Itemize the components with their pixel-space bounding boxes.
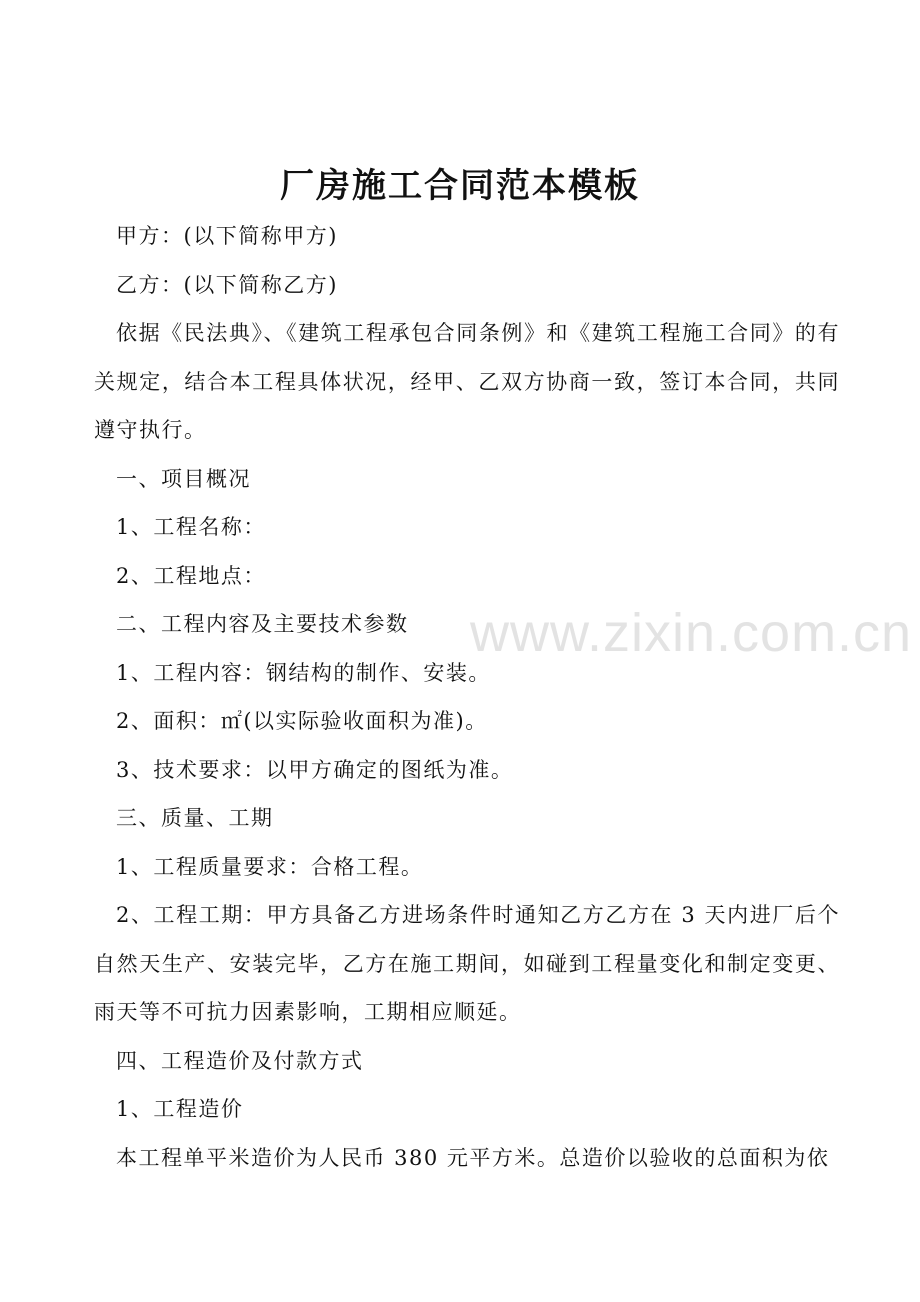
party-b-line: 乙方：(以下简称乙方): [116, 272, 338, 297]
project-name-line: 1、工程名称：: [116, 515, 266, 539]
work-content-line: 1、工程内容：钢结构的制作、安装。: [116, 660, 491, 685]
party-a-line: 甲方：(以下简称甲方): [116, 224, 338, 248]
section-heading-cost-payment: 四、工程造价及付款方式: [116, 1048, 364, 1073]
preamble-paragraph: 依据《民法典》、《建筑工程承包合同条例》和《建筑工程施工合同》的有关规定，结合本工程具体状况，经甲、乙双方协商一致，签订本合同，共同遵守执行。: [94, 321, 840, 442]
cost-subheading: 1、工程造价: [116, 1097, 244, 1121]
technical-requirements-line: 3、技术要求：以甲方确定的图纸为准。: [116, 757, 514, 782]
section-heading-project-overview: 一、项目概况: [116, 466, 251, 491]
area-line: 2、面积：㎡(以实际验收面积为准)。: [116, 709, 488, 733]
document-title: 厂房施工合同范本模板: [280, 166, 640, 206]
watermark-text: www.zixin.com.cn: [470, 603, 913, 663]
quality-requirement-line: 1、工程质量要求：合格工程。: [116, 854, 424, 879]
document-body: [94, 212, 840, 1182]
schedule-paragraph: 2、工程工期：甲方具备乙方进场条件时通知乙方乙方在 3 天内进厂后个自然天生产、安装完毕，乙方在施工期间，如碰到工程量变化和制定变更、雨天等不可抗力因素影响，工期相应顺延。: [94, 903, 840, 1024]
section-heading-quality-schedule: 三、质量、工期: [116, 806, 274, 830]
project-location-line: 2、工程地点：: [116, 563, 266, 588]
section-heading-content-parameters: 二、工程内容及主要技术参数: [116, 612, 409, 636]
unit-price-paragraph: 本工程单平米造价为人民币 380 元平方米。总造价以验收的总面积为依: [116, 1145, 830, 1170]
